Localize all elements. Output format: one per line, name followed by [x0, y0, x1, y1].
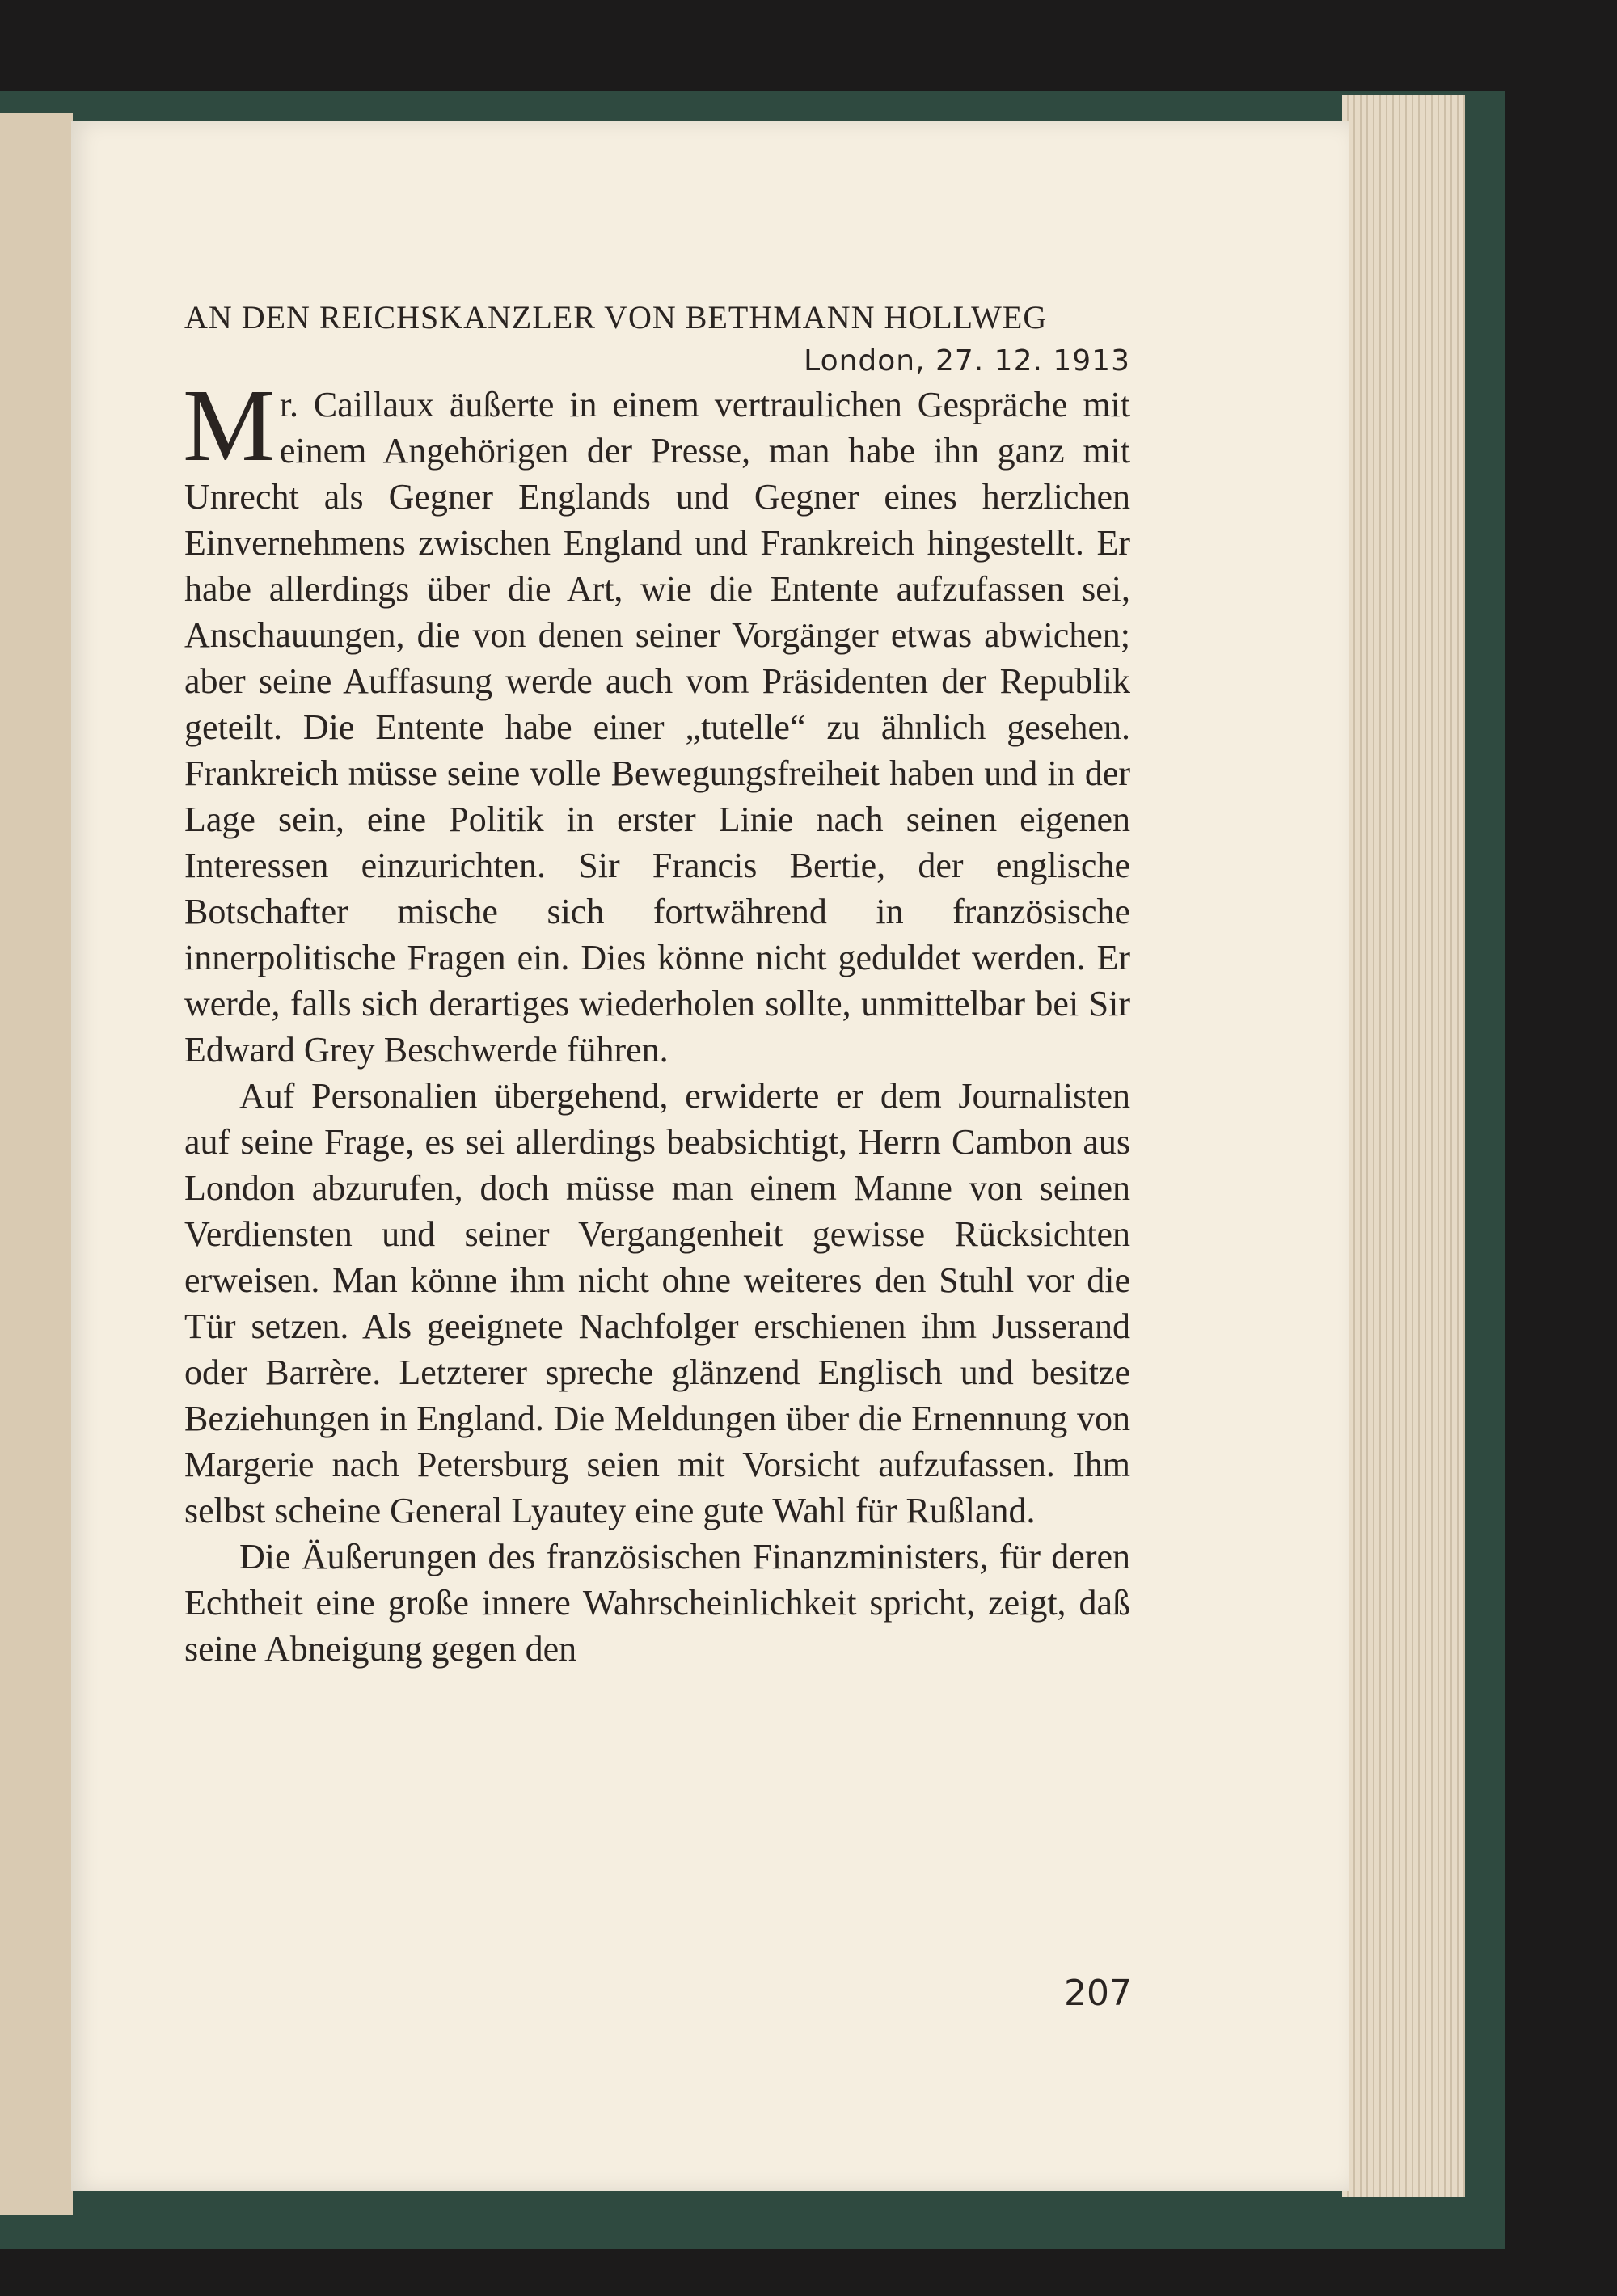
paragraph-1	[183, 368, 1130, 1073]
letter-heading: AN DEN REICHSKANZLER VON BETHMANN HOLLWEG	[184, 299, 1048, 336]
drop-cap: M	[183, 368, 275, 483]
text-block	[184, 298, 1130, 1672]
page-block-edges	[1342, 95, 1465, 2197]
paragraph-1-text: r. Caillaux äußerte in einem vertraulichen Gespräche mit einem Angehörigen der Presse, man habe ihn ganz mit Unrecht als Gegner Englands und Gegner eines herzlichen Einvernehmens zwischen England und Frankreich hingestellt. Er habe allerdings über die Art, wie die Entente aufzufassen sei, Anschauungen, die von denen seiner Vorgänger etwas abwichen; aber seine Auffasung werde auch vom Präsidenten der Republik geteilt. Die Entente habe einer „tutelle“ zu ähnlich gesehen. Frankreich müsse seine volle Bewegungsfreiheit haben und in der Lage sein, eine Politik in erster Linie nach seinen eigenen Interessen einzurichten. Sir Francis Bertie, der englische Botschafter mische sich fortwährend in französische innerpolitische Fragen ein. Dies könne nicht geduldet werden. Er werde, falls sich derartiges wiederholen sollte, unmittelbar bei Sir Edward Grey Beschwerde führen.	[184, 385, 1130, 1070]
previous-page-edge	[0, 113, 73, 2215]
paragraph-3: Die Äußerungen des französischen Finanzministers, für deren Echtheit eine große innere Wahrscheinlichkeit spricht, zeigt, daß seine Abneigung gegen den	[184, 1537, 1130, 1669]
paragraph-2: Auf Personalien übergehend, erwiderte er dem Journalisten auf seine Frage, es sei allerdings beabsichtigt, Herrn Cambon aus London abzurufen, doch müsse man einem Manne von seinen Verdiensten und seiner Vergangenheit gewisse Rücksichten erweisen. Man könne ihm nicht ohne weiteres den Stuhl vor die Tür setzen. Als geeignete Nachfolger erschienen ihm Jusserand oder Barrère. Letzterer spreche glänzend Englisch und besitze Beziehungen in England. Die Meldungen über die Ernennung von Margerie nach Petersburg seien mit Vorsicht aufzufassen. Ihm selbst scheine General Lyautey eine gute Wahl für Rußland.	[184, 1076, 1130, 1530]
page-number: 207	[1064, 1973, 1132, 2014]
dateline: London, 27. 12. 1913	[804, 344, 1130, 378]
